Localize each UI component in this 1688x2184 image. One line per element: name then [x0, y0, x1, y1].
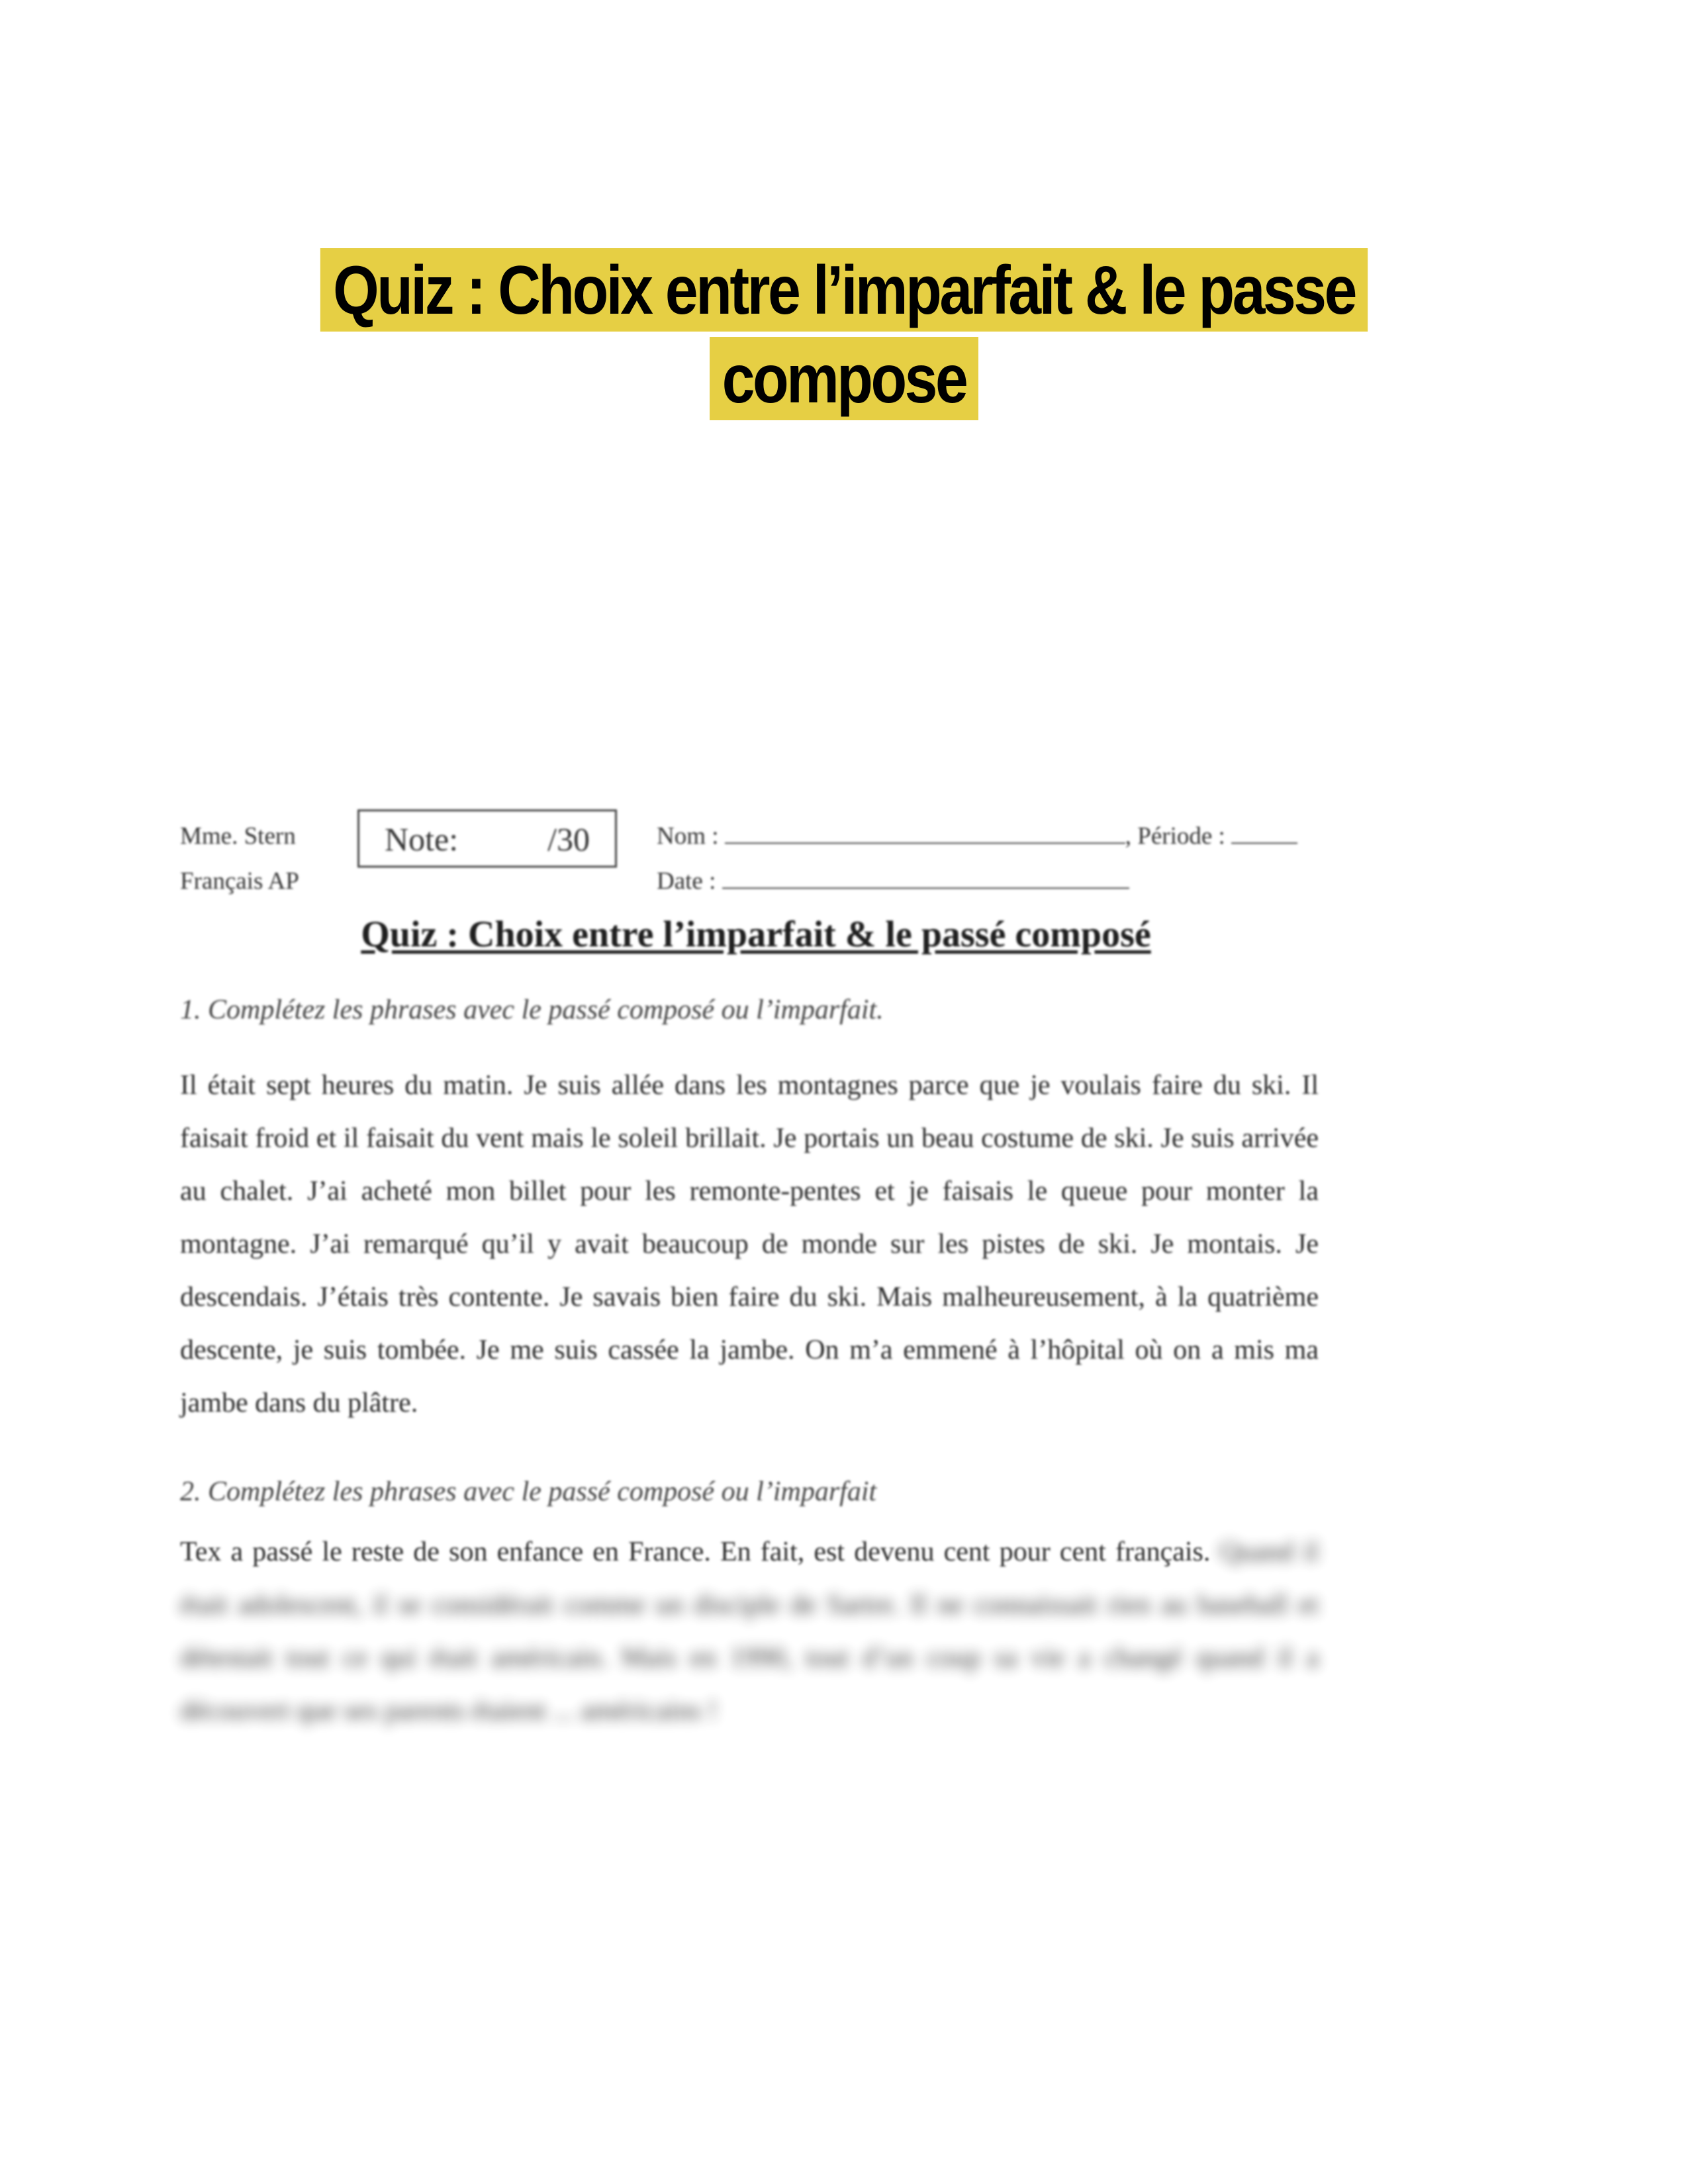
- period-blank: [1231, 816, 1297, 844]
- banner-title-line1: Quiz : Choix entre l’imparfait & le passe: [320, 248, 1368, 332]
- section1-text: Il était sept heures du matin. Je suis allée dans les montagnes parce que je voulais faire du ski. Il faisait froid et il faisait du vent mais le soleil brillait. Je portais un beau costume de ski. Je suis arrivée au chalet. J’ai acheté mon billet pour les remonte-pentes et je faisais le queue pour monter la montagne. J’ai remarqué qu’il y avait beaucoup de monde sur les pistes de ski. Je montais. Je descendais. J’étais très contente. Je savais bien faire du ski. Mais malheureusement, à la quatrième descente, je suis tombée. Je me suis cassée la jambe. On m’a emmené à l’hôpital où on a mis ma jambe dans du plâtre.: [180, 1070, 1319, 1418]
- section2-text-visible: Tex a passé le reste de son enfance en France. En fait, est devenu cent pour cent français.: [180, 1537, 1211, 1567]
- name-blank: [725, 816, 1125, 844]
- section2-text-blurred: Quand il était adolescent, il se considérait comme un disciple de Sartre. Il ne connaissait rien au baseball et détestait tout ce qui était américain. Mais en 1990, tout d’un coup sa vie a changé quand il a découvert que ses parents étaient ... américains !: [180, 1537, 1319, 1726]
- grade-label: Note:: [385, 821, 459, 858]
- section2-instruction: 2. Complétez les phrases avec le passé composé ou l’imparfait: [180, 1477, 877, 1507]
- teacher-info: [180, 814, 299, 904]
- name-period-line: [657, 814, 1325, 859]
- grade-box: [357, 809, 617, 868]
- banner-title: [118, 246, 1570, 424]
- quiz-title: Quiz : Choix entre l’imparfait & le passé composé: [361, 914, 1151, 955]
- date-label: Date :: [657, 868, 716, 895]
- teacher-name: Mme. Stern: [180, 823, 296, 850]
- date-blank: [722, 861, 1129, 889]
- course-name: Français AP: [180, 868, 299, 895]
- section2-text: [180, 1525, 1319, 1737]
- grade-total: /30: [547, 821, 590, 858]
- name-label: Nom :: [657, 823, 719, 850]
- section1-instruction: 1. Complétez les phrases avec le passé composé ou l’imparfait.: [180, 995, 884, 1025]
- period-label: , Période :: [1125, 823, 1225, 850]
- student-fields: [657, 814, 1325, 904]
- banner-title-line2: compose: [710, 337, 978, 420]
- date-line: [657, 859, 1325, 904]
